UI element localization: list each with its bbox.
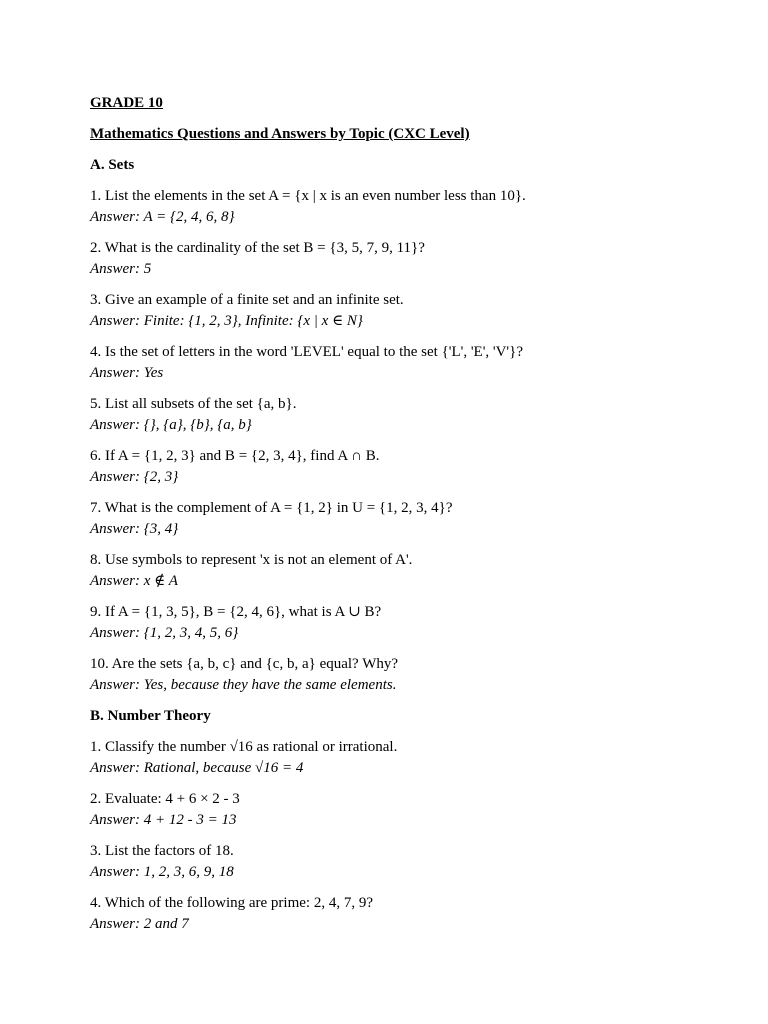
- qa-item: [90, 654, 710, 696]
- question-text: 1. Classify the number √16 as rational or irrational.: [90, 739, 398, 755]
- qa-item: [90, 737, 710, 779]
- document-body: [90, 93, 710, 945]
- answer-text: Answer: 2 and 7: [90, 916, 189, 932]
- question-text: 10. Are the sets {a, b, c} and {c, b, a} equal? Why?: [90, 656, 399, 672]
- answer-text: Answer: {1, 2, 3, 4, 5, 6}: [90, 625, 239, 641]
- question-text: 5. List all subsets of the set {a, b}.: [90, 396, 297, 412]
- qa-item: [90, 394, 710, 436]
- qa-item: [90, 446, 710, 488]
- answer-text: Answer: Yes, because they have the same elements.: [90, 677, 397, 693]
- qa-item: [90, 342, 710, 384]
- question-text: 1. List the elements in the set A = {x | x is an even number less than 10}.: [90, 188, 526, 204]
- answer-text: Answer: 1, 2, 3, 6, 9, 18: [90, 864, 234, 880]
- question-text: 4. Is the set of letters in the word 'LEVEL' equal to the set {'L', 'E', 'V'}?: [90, 344, 523, 360]
- answer-text: Answer: Finite: {1, 2, 3}, Infinite: {x | x ∈ N}: [90, 313, 363, 329]
- answer-text: Answer: A = {2, 4, 6, 8}: [90, 209, 235, 225]
- qa-item: [90, 550, 710, 592]
- section-sets: [90, 155, 710, 696]
- answer-text: Answer: {3, 4}: [90, 521, 179, 537]
- question-text: 8. Use symbols to represent 'x is not an element of A'.: [90, 552, 413, 568]
- section-number-theory: [90, 706, 710, 935]
- question-text: 7. What is the complement of A = {1, 2} in U = {1, 2, 3, 4}?: [90, 500, 453, 516]
- section-heading: B. Number Theory: [90, 708, 211, 724]
- qa-item: [90, 238, 710, 280]
- answer-text: Answer: 4 + 12 - 3 = 13: [90, 812, 237, 828]
- answer-text: Answer: Rational, because √16 = 4: [90, 760, 304, 776]
- question-text: 6. If A = {1, 2, 3} and B = {2, 3, 4}, find A ∩ B.: [90, 448, 380, 464]
- answer-text: Answer: 5: [90, 261, 152, 277]
- question-text: 4. Which of the following are prime: 2, 4, 7, 9?: [90, 895, 373, 911]
- question-text: 3. Give an example of a finite set and an infinite set.: [90, 292, 404, 308]
- answer-text: Answer: {2, 3}: [90, 469, 179, 485]
- question-text: 2. What is the cardinality of the set B = {3, 5, 7, 9, 11}?: [90, 240, 425, 256]
- qa-item: [90, 841, 710, 883]
- grade-heading: GRADE 10: [90, 95, 163, 111]
- question-text: 3. List the factors of 18.: [90, 843, 234, 859]
- section-heading: A. Sets: [90, 157, 135, 173]
- qa-item: [90, 290, 710, 332]
- qa-item: [90, 186, 710, 228]
- answer-text: Answer: Yes: [90, 365, 164, 381]
- question-text: 9. If A = {1, 3, 5}, B = {2, 4, 6}, what is A ∪ B?: [90, 604, 382, 620]
- document-title: Mathematics Questions and Answers by Topic (CXC Level): [90, 126, 470, 142]
- qa-item: [90, 893, 710, 935]
- qa-item: [90, 498, 710, 540]
- question-text: 2. Evaluate: 4 + 6 × 2 - 3: [90, 791, 240, 807]
- qa-item: [90, 789, 710, 831]
- answer-text: Answer: {}, {a}, {b}, {a, b}: [90, 417, 252, 433]
- qa-item: [90, 602, 710, 644]
- answer-text: Answer: x ∉ A: [90, 573, 178, 589]
